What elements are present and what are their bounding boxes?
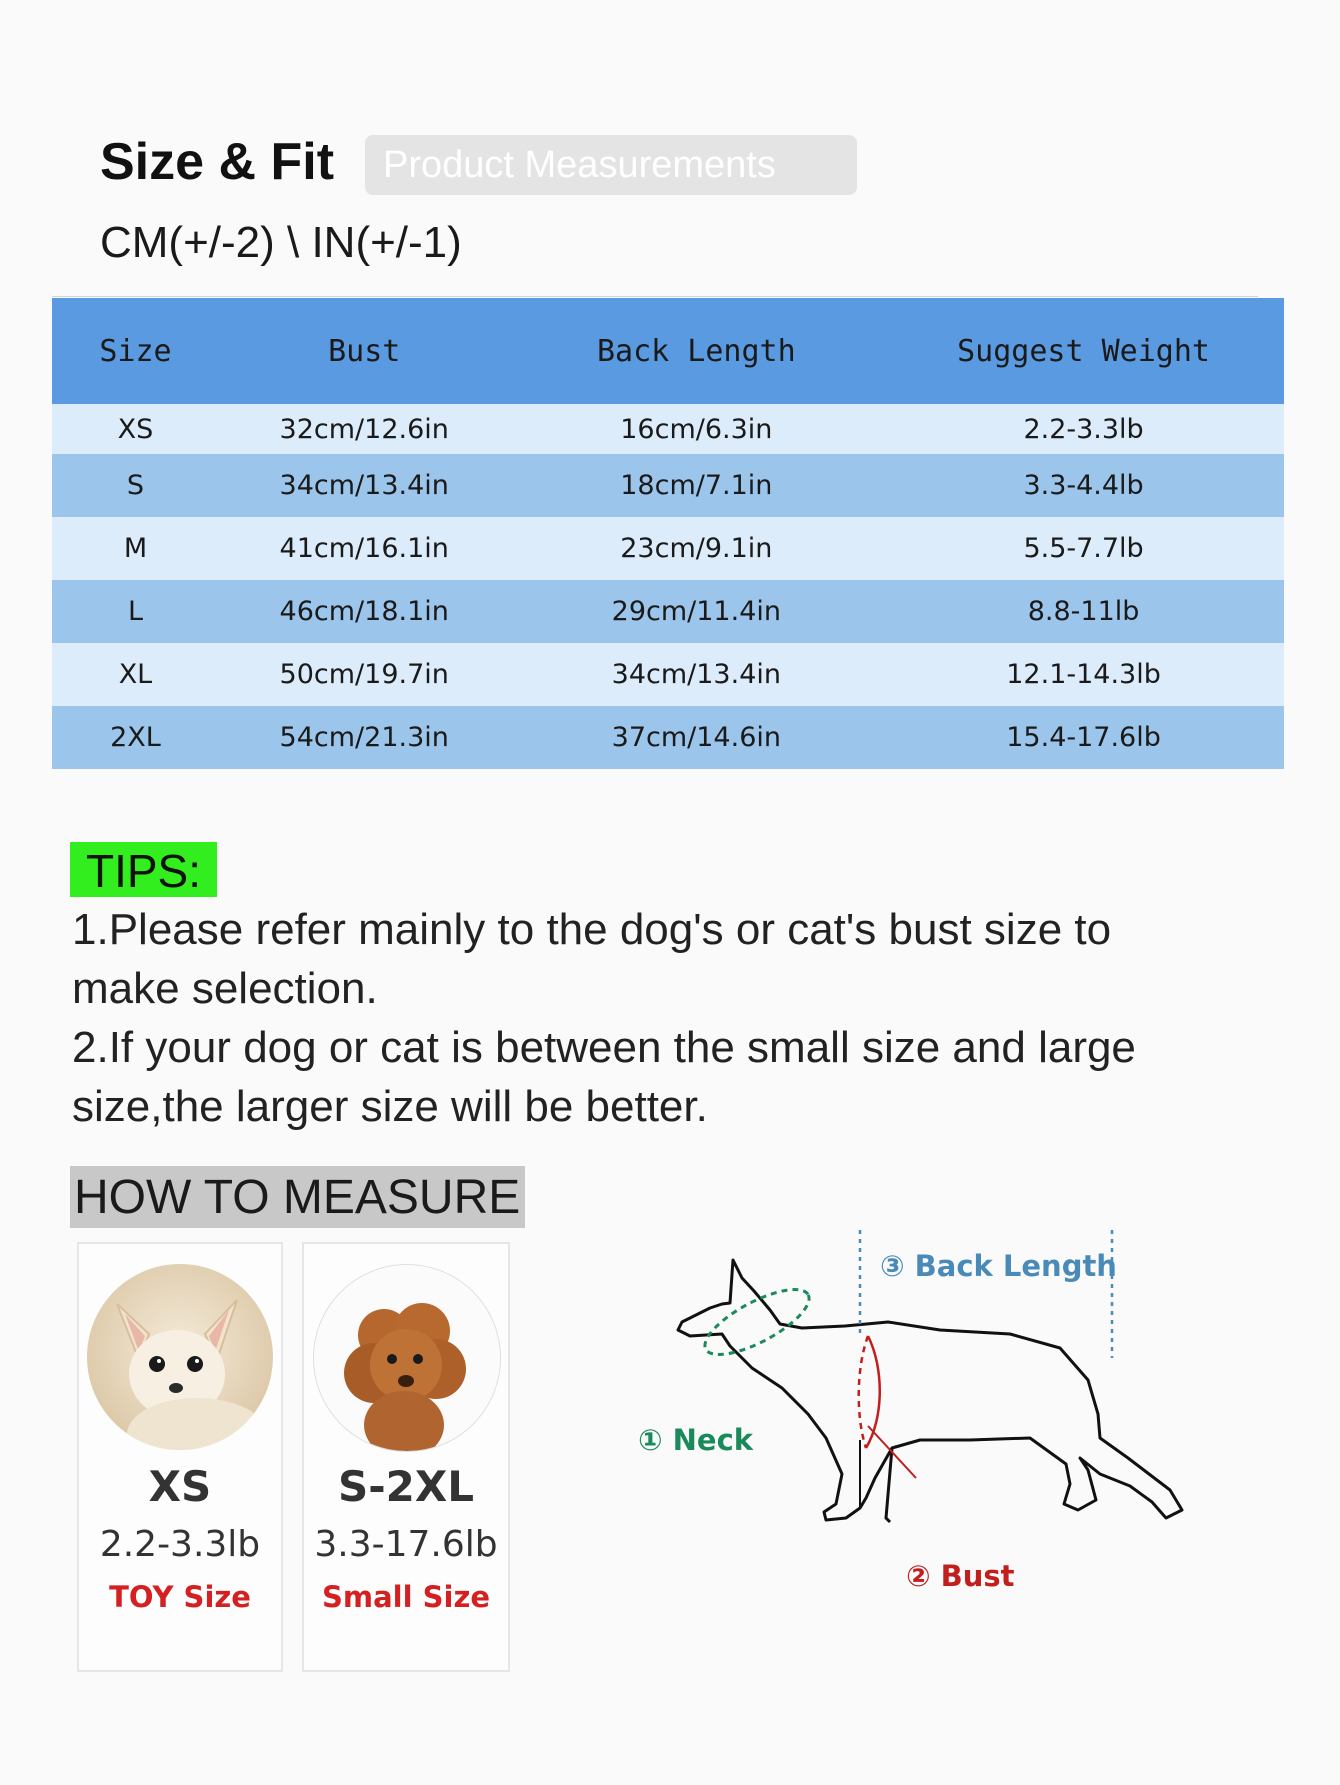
- size-cell: 2XL: [52, 706, 219, 769]
- tip-line-2: make selection.: [72, 964, 378, 1013]
- how-to-measure-heading: HOW TO MEASURE: [70, 1166, 525, 1228]
- back-length-cell: 23cm/9.1in: [510, 517, 884, 580]
- size-cell: XL: [52, 643, 219, 706]
- units-note: CM(+/-2) \ IN(+/-1): [100, 218, 462, 267]
- size-cell: M: [52, 517, 219, 580]
- back-length-cell: 29cm/11.4in: [510, 580, 884, 643]
- bust-cell: 46cm/18.1in: [219, 580, 510, 643]
- column-header-bust: Bust: [219, 298, 510, 404]
- bust-measure-ring: [859, 1336, 868, 1448]
- dog-measure-diagram: [630, 1218, 1230, 1648]
- table-row: [52, 404, 1284, 454]
- card-size: S-2XL: [337, 1462, 475, 1511]
- table-row: [52, 517, 1284, 580]
- card-size-label: Small Size: [321, 1580, 491, 1614]
- size-cell: S: [52, 454, 219, 517]
- poodle-photo: [313, 1264, 501, 1452]
- card-weight: 2.2-3.3lb: [99, 1524, 261, 1565]
- bust-cell: 50cm/19.7in: [219, 643, 510, 706]
- page-title: Size & Fit: [100, 133, 335, 191]
- back-length-label: ③ Back Length: [880, 1249, 1117, 1283]
- back-length-cell: 34cm/13.4in: [510, 643, 884, 706]
- table-top-rule: [52, 296, 1258, 297]
- table-row: [52, 580, 1284, 643]
- weight-cell: 3.3-4.4lb: [883, 454, 1284, 517]
- bust-cell: 32cm/12.6in: [219, 404, 510, 454]
- size-card-xs: [77, 1242, 283, 1672]
- size-card-s-2xl: [302, 1242, 510, 1672]
- back-length-cell: 37cm/14.6in: [510, 706, 884, 769]
- card-size: XS: [148, 1462, 212, 1511]
- chihuahua-photo: [87, 1264, 273, 1450]
- table-header-row: [52, 298, 1284, 404]
- column-header-back-length: Back Length: [510, 298, 884, 404]
- bust-label: ② Bust: [906, 1559, 1015, 1593]
- size-cell: L: [52, 580, 219, 643]
- table-row: [52, 454, 1284, 517]
- product-measurements-badge: Product Measurements: [365, 135, 857, 195]
- tip-line-4: size,the larger size will be better.: [72, 1082, 708, 1131]
- card-weight: 3.3-17.6lb: [314, 1524, 498, 1565]
- card-size-label: TOY Size: [109, 1580, 251, 1614]
- tip-line-1: 1.Please refer mainly to the dog's or cat's bust size to: [72, 905, 1112, 954]
- neck-measure-ring: [696, 1277, 817, 1367]
- column-header-size: Size: [52, 298, 219, 404]
- size-table: [52, 298, 1284, 769]
- bust-cell: 54cm/21.3in: [219, 706, 510, 769]
- column-header-suggest-weight: Suggest Weight: [883, 298, 1284, 404]
- size-cell: XS: [52, 404, 219, 454]
- weight-cell: 5.5-7.7lb: [883, 517, 1284, 580]
- back-length-cell: 16cm/6.3in: [510, 404, 884, 454]
- weight-cell: 15.4-17.6lb: [883, 706, 1284, 769]
- back-length-cell: 18cm/7.1in: [510, 454, 884, 517]
- bust-cell: 41cm/16.1in: [219, 517, 510, 580]
- tip-line-3: 2.If your dog or cat is between the small size and large: [72, 1023, 1136, 1072]
- tips-label: TIPS:: [70, 842, 217, 897]
- table-row: [52, 706, 1284, 769]
- neck-label: ① Neck: [638, 1423, 754, 1457]
- weight-cell: 12.1-14.3lb: [883, 643, 1284, 706]
- weight-cell: 2.2-3.3lb: [883, 404, 1284, 454]
- bust-cell: 34cm/13.4in: [219, 454, 510, 517]
- weight-cell: 8.8-11lb: [883, 580, 1284, 643]
- dog-outline-icon: [678, 1260, 1182, 1520]
- table-row: [52, 643, 1284, 706]
